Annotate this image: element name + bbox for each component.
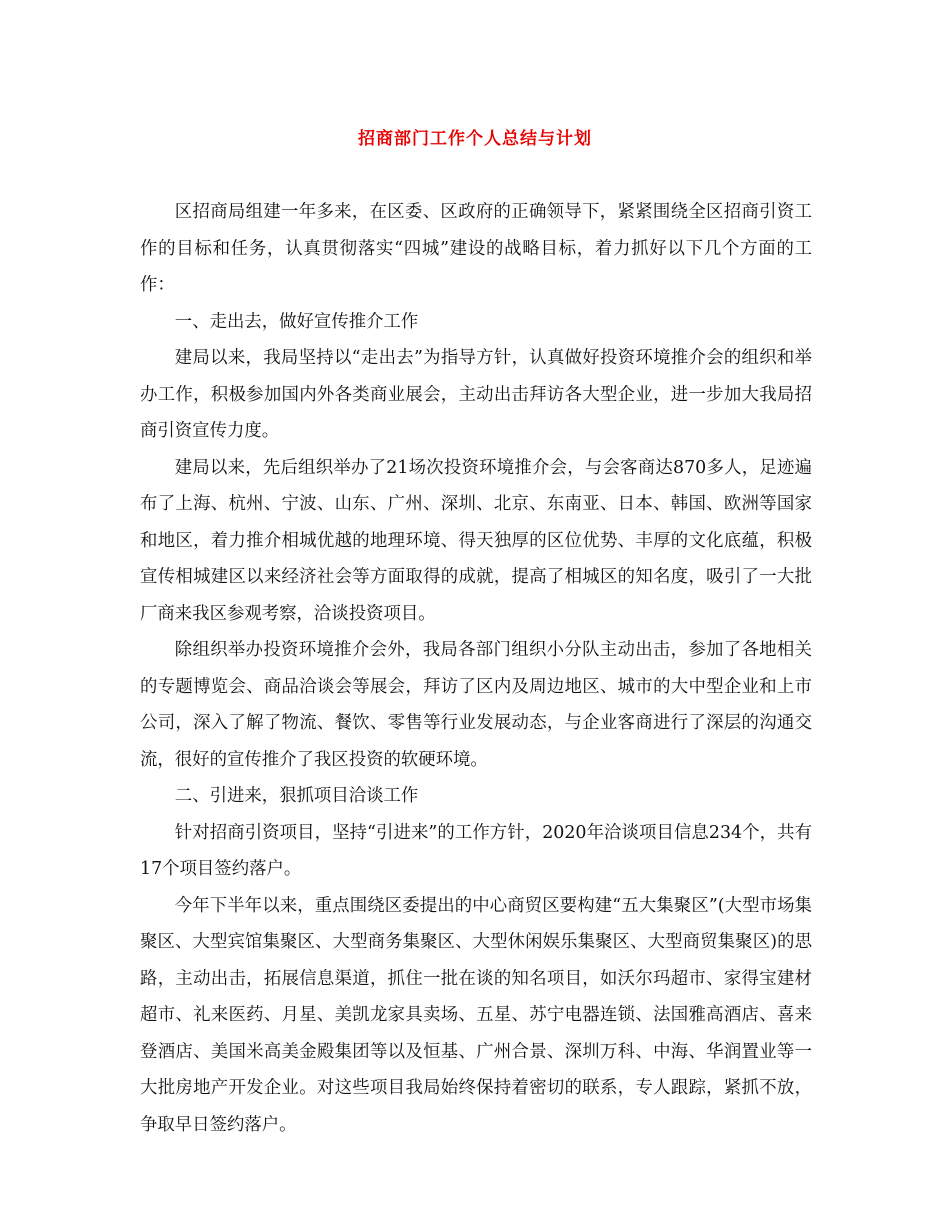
paragraph: 针对招商引资项目，坚持“引进来”的工作方针，2020年洽谈项目信息234个，共有17个项目签约落户。 — [140, 822, 812, 879]
section-heading-2: 二、引进来，狠抓项目洽谈工作 — [174, 786, 419, 806]
paragraph: 除组织举办投资环境推介会外，我局各部门组织小分队主动出击，参加了各地相关的专题博览会、商品洽谈会等展会，拜访了区内及周边地区、城市的大中型企业和上市公司，深入了解了物流、餐饮、零售等行业发展动态，与企业客商进行了深层的沟通交流，很好的宣传推介了我区投资的软硬环境。 — [140, 640, 812, 770]
document-title: 招商部门工作个人总结与计划 — [358, 129, 592, 149]
section-heading-1: 一、走出去，做好宣传推介工作 — [174, 311, 419, 332]
document-body — [140, 194, 812, 1143]
paragraph: 今年下半年以来，重点围绕区委提出的中心商贸区要构建“五大集聚区”(大型市场集聚区、大型宾馆集聚区、大型商务集聚区、大型休闲娱乐集聚区、大型商贸集聚区)的思路，主动出击，拓展信息渠道，抓住一批在谈的知名项目，如沃尔玛超市、家得宝建材超市、礼来医药、月星、美凯龙家具卖场、五星、苏宁电器连锁、法国雅高酒店、喜来登酒店、美国米高美金殿集团等以及恒基、广州合景、深圳万科、中海、华润置业等一大批房地产开发企业。对这些项目我局始终保持着密切的联系，专人跟踪，紧抓不放，争取早日签约落户。 — [140, 895, 812, 1135]
paragraph-intro: 区招商局组建一年多来，在区委、区政府的正确领导下，紧紧围绕全区招商引资工作的目标和任务，认真贯彻落实“四城”建设的战略目标，着力抓好以下几个方面的工作： — [140, 202, 812, 295]
paragraph: 建局以来，先后组织举办了21场次投资环境推介会，与会客商达870多人，足迹遍布了上海、杭州、宁波、山东、广州、深圳、北京、东南亚、日本、韩国、欧洲等国家和地区，着力推介相城优越的地理环境、得天独厚的区位优势、丰厚的文化底蕴，积极宣传相城建区以来经济社会等方面取得的成就，提高了相城区的知名度，吸引了一大批厂商来我区参观考察，洽谈投资项目。 — [140, 457, 812, 624]
paragraph: 建局以来，我局坚持以“走出去”为指导方针，认真做好投资环境推介会的组织和举办工作，积极参加国内外各类商业展会，主动出击拜访各大型企业，进一步加大我局招商引资宣传力度。 — [140, 348, 812, 441]
